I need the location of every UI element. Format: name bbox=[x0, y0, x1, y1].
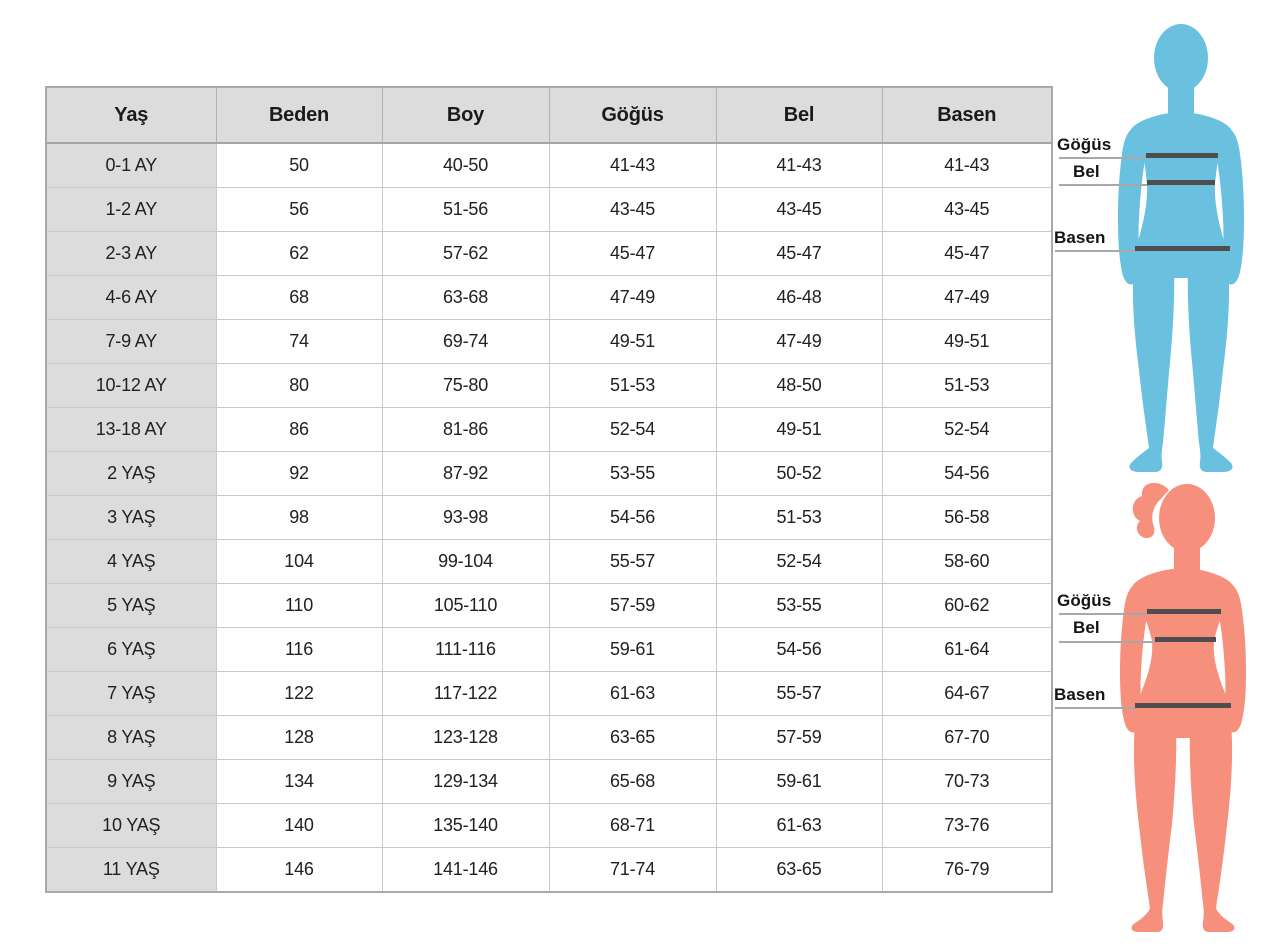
age-cell: 10-12 AY bbox=[46, 364, 216, 408]
value-cell: 81-86 bbox=[382, 408, 549, 452]
value-cell: 87-92 bbox=[382, 452, 549, 496]
girl-chest-guide-line bbox=[1059, 613, 1148, 615]
table-row bbox=[46, 232, 1052, 276]
age-cell: 0-1 AY bbox=[46, 143, 216, 188]
value-cell: 56 bbox=[216, 188, 382, 232]
value-cell: 67-70 bbox=[882, 716, 1052, 760]
value-cell: 141-146 bbox=[382, 848, 549, 893]
table-header-row bbox=[46, 87, 1052, 143]
value-cell: 63-65 bbox=[716, 848, 882, 893]
age-cell: 5 YAŞ bbox=[46, 584, 216, 628]
value-cell: 73-76 bbox=[882, 804, 1052, 848]
table-header bbox=[46, 87, 1052, 143]
table-row bbox=[46, 760, 1052, 804]
boy-waist-label: Bel bbox=[1073, 162, 1100, 181]
age-cell: 9 YAŞ bbox=[46, 760, 216, 804]
age-cell: 2-3 AY bbox=[46, 232, 216, 276]
col-header-basen: Basen bbox=[882, 87, 1052, 143]
value-cell: 110 bbox=[216, 584, 382, 628]
value-cell: 57-59 bbox=[716, 716, 882, 760]
age-cell: 11 YAŞ bbox=[46, 848, 216, 893]
boy-hip-label: Basen bbox=[1054, 228, 1106, 247]
age-cell: 6 YAŞ bbox=[46, 628, 216, 672]
col-header-gogus: Göğüs bbox=[549, 87, 716, 143]
value-cell: 68-71 bbox=[549, 804, 716, 848]
value-cell: 41-43 bbox=[549, 143, 716, 188]
value-cell: 74 bbox=[216, 320, 382, 364]
value-cell: 47-49 bbox=[882, 276, 1052, 320]
value-cell: 46-48 bbox=[716, 276, 882, 320]
value-cell: 52-54 bbox=[716, 540, 882, 584]
age-cell: 8 YAŞ bbox=[46, 716, 216, 760]
value-cell: 51-56 bbox=[382, 188, 549, 232]
value-cell: 93-98 bbox=[382, 496, 549, 540]
value-cell: 57-59 bbox=[549, 584, 716, 628]
boy-chest-guide-line bbox=[1059, 157, 1147, 159]
table-row bbox=[46, 716, 1052, 760]
table-row bbox=[46, 452, 1052, 496]
value-cell: 43-45 bbox=[549, 188, 716, 232]
value-cell: 99-104 bbox=[382, 540, 549, 584]
table-row bbox=[46, 408, 1052, 452]
table-row bbox=[46, 584, 1052, 628]
value-cell: 86 bbox=[216, 408, 382, 452]
value-cell: 49-51 bbox=[549, 320, 716, 364]
value-cell: 129-134 bbox=[382, 760, 549, 804]
value-cell: 75-80 bbox=[382, 364, 549, 408]
value-cell: 58-60 bbox=[882, 540, 1052, 584]
col-header-beden: Beden bbox=[216, 87, 382, 143]
value-cell: 69-74 bbox=[382, 320, 549, 364]
age-cell: 2 YAŞ bbox=[46, 452, 216, 496]
value-cell: 49-51 bbox=[882, 320, 1052, 364]
value-cell: 140 bbox=[216, 804, 382, 848]
age-cell: 1-2 AY bbox=[46, 188, 216, 232]
table-row bbox=[46, 540, 1052, 584]
col-header-yas: Yaş bbox=[46, 87, 216, 143]
value-cell: 49-51 bbox=[716, 408, 882, 452]
value-cell: 57-62 bbox=[382, 232, 549, 276]
value-cell: 117-122 bbox=[382, 672, 549, 716]
value-cell: 41-43 bbox=[882, 143, 1052, 188]
girl-body-silhouette-icon bbox=[1106, 476, 1260, 944]
value-cell: 52-54 bbox=[549, 408, 716, 452]
value-cell: 122 bbox=[216, 672, 382, 716]
value-cell: 116 bbox=[216, 628, 382, 672]
value-cell: 54-56 bbox=[716, 628, 882, 672]
boy-hip-measure-bar bbox=[1135, 246, 1230, 251]
boy-chest-measure-bar bbox=[1146, 153, 1218, 158]
value-cell: 50 bbox=[216, 143, 382, 188]
girl-chest-label: Göğüs bbox=[1057, 591, 1112, 610]
value-cell: 128 bbox=[216, 716, 382, 760]
value-cell: 51-53 bbox=[549, 364, 716, 408]
value-cell: 135-140 bbox=[382, 804, 549, 848]
value-cell: 55-57 bbox=[716, 672, 882, 716]
boy-waist-guide-line bbox=[1059, 184, 1148, 186]
table-row bbox=[46, 364, 1052, 408]
value-cell: 45-47 bbox=[716, 232, 882, 276]
girl-waist-measure-bar bbox=[1155, 637, 1216, 642]
value-cell: 71-74 bbox=[549, 848, 716, 893]
value-cell: 45-47 bbox=[882, 232, 1052, 276]
value-cell: 92 bbox=[216, 452, 382, 496]
boy-hip-guide-line bbox=[1055, 250, 1136, 252]
girl-waist-guide-line bbox=[1059, 641, 1156, 643]
boy-chest-label: Göğüs bbox=[1057, 135, 1112, 154]
age-cell: 7-9 AY bbox=[46, 320, 216, 364]
value-cell: 68 bbox=[216, 276, 382, 320]
col-header-bel: Bel bbox=[716, 87, 882, 143]
value-cell: 105-110 bbox=[382, 584, 549, 628]
value-cell: 59-61 bbox=[549, 628, 716, 672]
girl-hip-measure-bar bbox=[1135, 703, 1231, 708]
value-cell: 63-65 bbox=[549, 716, 716, 760]
value-cell: 146 bbox=[216, 848, 382, 893]
value-cell: 54-56 bbox=[549, 496, 716, 540]
value-cell: 63-68 bbox=[382, 276, 549, 320]
value-cell: 80 bbox=[216, 364, 382, 408]
value-cell: 56-58 bbox=[882, 496, 1052, 540]
age-cell: 4 YAŞ bbox=[46, 540, 216, 584]
col-header-boy: Boy bbox=[382, 87, 549, 143]
value-cell: 40-50 bbox=[382, 143, 549, 188]
value-cell: 111-116 bbox=[382, 628, 549, 672]
value-cell: 41-43 bbox=[716, 143, 882, 188]
value-cell: 61-63 bbox=[549, 672, 716, 716]
table-row bbox=[46, 320, 1052, 364]
value-cell: 43-45 bbox=[882, 188, 1052, 232]
value-cell: 47-49 bbox=[716, 320, 882, 364]
boy-waist-measure-bar bbox=[1147, 180, 1215, 185]
table-row bbox=[46, 276, 1052, 320]
table-row bbox=[46, 496, 1052, 540]
age-cell: 7 YAŞ bbox=[46, 672, 216, 716]
girl-waist-label: Bel bbox=[1073, 618, 1100, 637]
value-cell: 55-57 bbox=[549, 540, 716, 584]
value-cell: 48-50 bbox=[716, 364, 882, 408]
table-row bbox=[46, 848, 1052, 893]
age-cell: 4-6 AY bbox=[46, 276, 216, 320]
value-cell: 59-61 bbox=[716, 760, 882, 804]
value-cell: 50-52 bbox=[716, 452, 882, 496]
age-cell: 13-18 AY bbox=[46, 408, 216, 452]
value-cell: 123-128 bbox=[382, 716, 549, 760]
size-chart-table bbox=[45, 86, 1053, 893]
value-cell: 53-55 bbox=[549, 452, 716, 496]
value-cell: 60-62 bbox=[882, 584, 1052, 628]
girl-hip-guide-line bbox=[1055, 707, 1136, 709]
table-row bbox=[46, 672, 1052, 716]
table-row bbox=[46, 188, 1052, 232]
value-cell: 54-56 bbox=[882, 452, 1052, 496]
table-row bbox=[46, 628, 1052, 672]
girl-hip-label: Basen bbox=[1054, 685, 1106, 704]
age-cell: 3 YAŞ bbox=[46, 496, 216, 540]
value-cell: 65-68 bbox=[549, 760, 716, 804]
size-table-body bbox=[46, 143, 1052, 892]
value-cell: 134 bbox=[216, 760, 382, 804]
table-row bbox=[46, 804, 1052, 848]
value-cell: 53-55 bbox=[716, 584, 882, 628]
girl-chest-measure-bar bbox=[1147, 609, 1221, 614]
age-cell: 10 YAŞ bbox=[46, 804, 216, 848]
value-cell: 43-45 bbox=[716, 188, 882, 232]
value-cell: 61-64 bbox=[882, 628, 1052, 672]
value-cell: 47-49 bbox=[549, 276, 716, 320]
value-cell: 61-63 bbox=[716, 804, 882, 848]
value-cell: 62 bbox=[216, 232, 382, 276]
value-cell: 98 bbox=[216, 496, 382, 540]
value-cell: 51-53 bbox=[882, 364, 1052, 408]
value-cell: 51-53 bbox=[716, 496, 882, 540]
value-cell: 52-54 bbox=[882, 408, 1052, 452]
value-cell: 76-79 bbox=[882, 848, 1052, 893]
value-cell: 64-67 bbox=[882, 672, 1052, 716]
value-cell: 104 bbox=[216, 540, 382, 584]
table-row bbox=[46, 143, 1052, 188]
value-cell: 45-47 bbox=[549, 232, 716, 276]
value-cell: 70-73 bbox=[882, 760, 1052, 804]
